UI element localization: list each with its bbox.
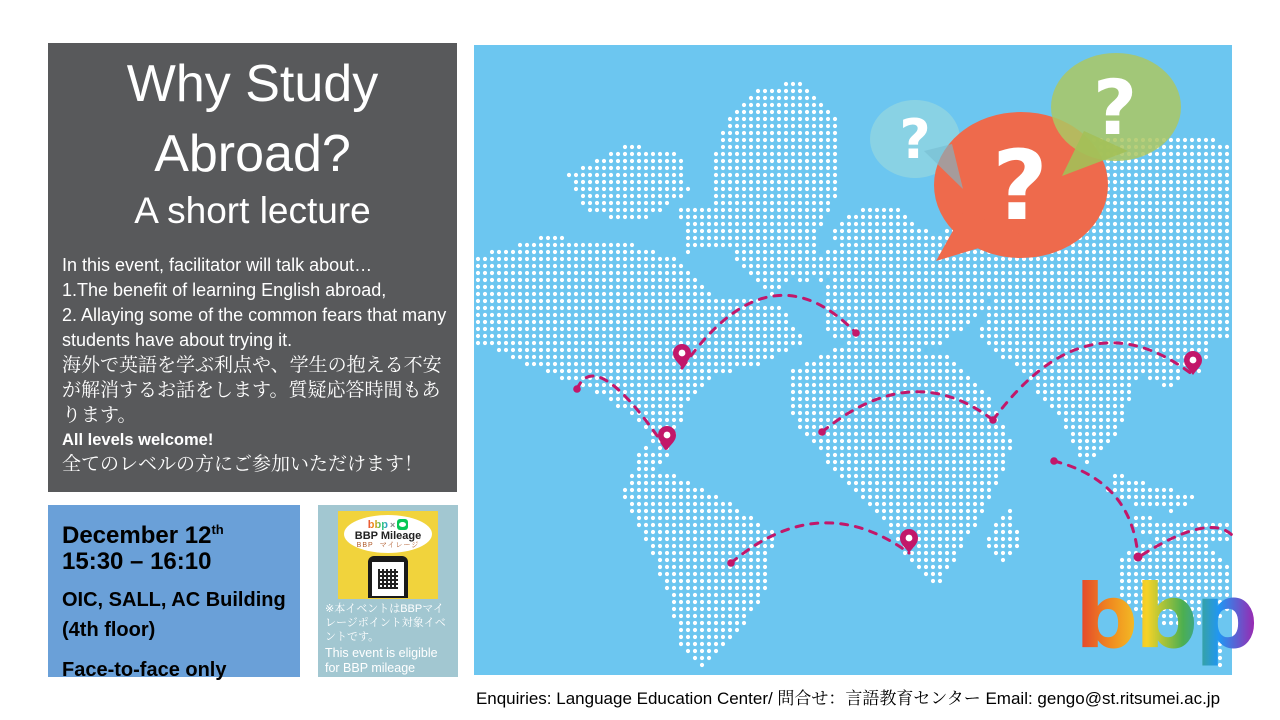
schedule-panel — [48, 505, 300, 681]
route-endpoint-dot — [818, 428, 826, 436]
route-arc — [993, 343, 1193, 420]
mileage-note-english: This event is eligible for BBP mileage points. — [325, 646, 438, 690]
mileage-note-japanese: ※本イベントはBBPマイレージポイント対象イベントです。 — [325, 603, 446, 643]
event-location-line1: OIC, SALL, AC Building — [62, 589, 286, 611]
world-map-illustration — [474, 45, 1255, 675]
event-location-line2: (4th floor) — [62, 619, 156, 641]
question-mark-green: ? — [1092, 63, 1138, 152]
description-intro: In this event, facilitator will talk about… — [62, 255, 373, 275]
world-map-panel — [474, 45, 1255, 675]
all-levels-note: All levels welcome! — [62, 431, 214, 449]
route-arc — [731, 523, 909, 563]
smartphone-illustration — [368, 556, 408, 598]
description-point-2: 2. Allaying some of the common fears that many students have about trying it. — [62, 305, 447, 350]
location-pins — [658, 344, 1202, 553]
page-subtitle: A short lecture — [134, 190, 371, 231]
date-ordinal: th — [211, 522, 224, 537]
route-endpoint-dot — [1050, 457, 1058, 465]
badge-title: BBP Mileage — [354, 530, 422, 542]
route-endpoint-dot — [573, 385, 581, 393]
route-endpoint-dot — [989, 416, 997, 424]
question-mark-teal: ? — [899, 108, 931, 171]
cross-symbol: × — [389, 519, 396, 530]
route-endpoint-dot — [852, 329, 860, 337]
question-mark-orange: ? — [992, 130, 1048, 242]
all-levels-note-japanese: 全てのレベルの方にご参加いただけます！ — [62, 454, 424, 475]
event-date: December 12th — [62, 522, 224, 549]
page-title-line1: Why Study — [126, 55, 379, 113]
title-panel — [48, 43, 457, 492]
qr-code — [378, 569, 398, 589]
description-point-1: 1.The benefit of learning English abroad, — [62, 280, 387, 300]
route-endpoint-dot — [1134, 553, 1143, 562]
badge-brand-row — [344, 519, 432, 530]
bbp-logo: bbp — [1075, 565, 1255, 668]
bbp-mini-logo: bbp — [367, 518, 388, 531]
event-time: 15:30 – 16:10 — [62, 548, 212, 575]
phone-screen — [372, 562, 404, 596]
page-title-line2: Abroad? — [154, 125, 351, 183]
description-japanese: 海外で英語を学ぶ利点や、学生の抱える不安が解消するお話をします。質疑応答時間もあります。 — [62, 355, 442, 426]
route-arc — [1054, 461, 1138, 557]
route-endpoint-dot — [727, 559, 735, 567]
bbp-mileage-badge — [338, 511, 438, 599]
event-description — [48, 233, 457, 478]
line-app-icon — [397, 519, 408, 530]
enquiries-note: Enquiries: Language Education Center/ 問合せ：言語教育センター Email: gengo@st.ritsumei.ac.jp — [475, 689, 1221, 708]
badge-subtitle: BBP マイレージ — [356, 542, 420, 549]
event-mode: Face-to-face only — [62, 659, 227, 681]
mileage-panel — [318, 505, 458, 690]
badge-oval — [344, 515, 432, 553]
